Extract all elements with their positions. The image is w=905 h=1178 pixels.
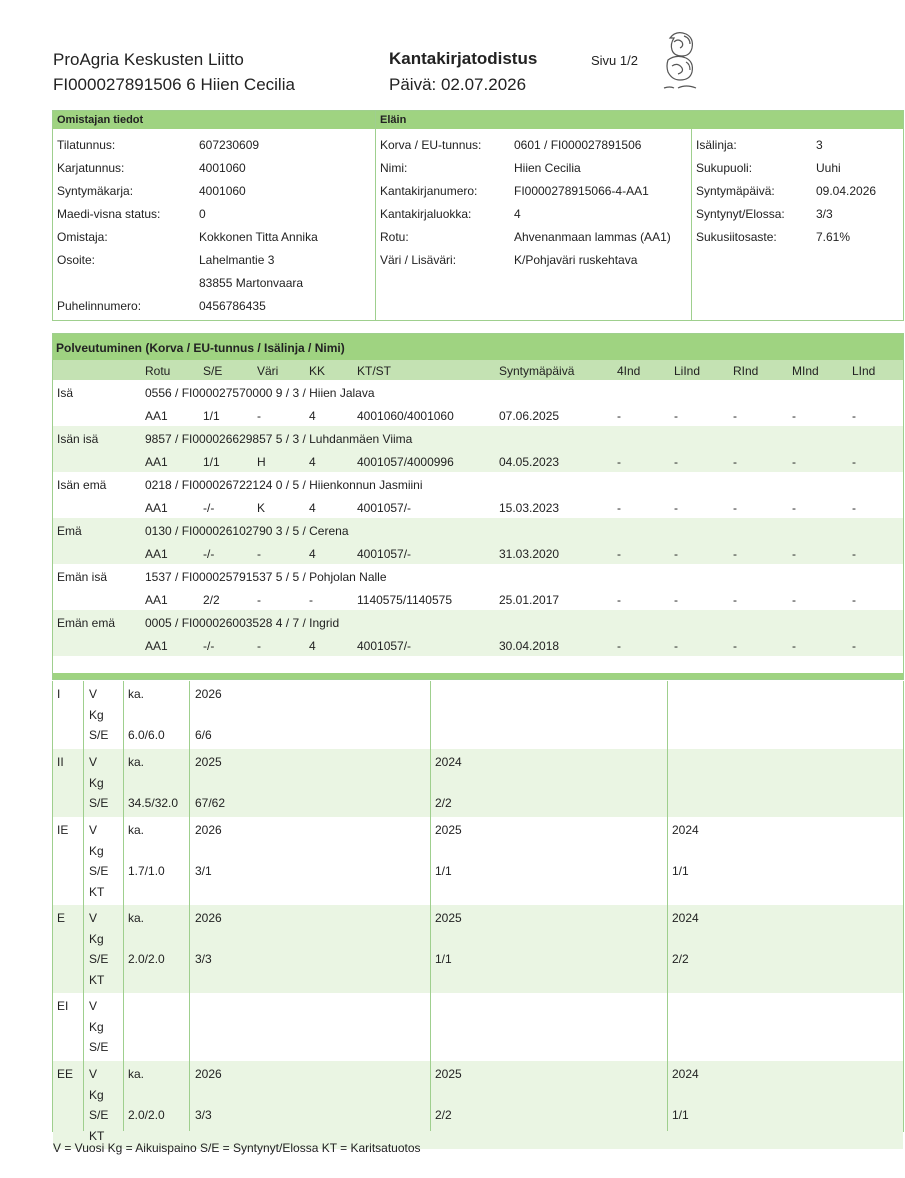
animal-section-title: Eläin [380,114,407,126]
lambing-year: 2024 [672,823,699,837]
lambing-row-label: KT [89,884,105,899]
pedigree-cell: AA1 [145,547,168,561]
lambing-year: 2026 [195,823,222,837]
lambing-year: 2025 [435,1067,462,1081]
owner-value: 83855 Martonvaara [199,276,304,290]
pedigree-column-header [53,360,903,380]
pedigree-cell: AA1 [145,409,168,423]
pedigree-rows [53,380,903,656]
animal-label: Syntymäpäivä: [696,184,775,198]
lambing-group [53,905,903,993]
lambing-average-value: 34.5/32.0 [128,796,179,810]
owner-label: Maedi-visna status: [57,207,161,221]
pedigree-cell: H [257,455,266,469]
lambing-row-label: S/E [89,952,109,966]
animal-label: Sukupuoli: [696,161,753,175]
pedigree-cell: - [733,501,737,515]
pedigree-cell: K [257,501,266,515]
pedigree-cell: AA1 [145,455,168,469]
lambing-row-label: V [89,755,98,769]
animal-value: K/Pohjaväri ruskehtava [514,253,638,267]
animal-id-line: FI000027891506 6 Hiien Cecilia [53,75,295,94]
pedigree-cell: 4 [309,501,316,515]
animal-label: Kantakirjanumero: [380,184,478,198]
lambing-se-value: 1/1 [435,864,452,878]
owner-value: Kokkonen Titta Annika [199,230,318,244]
lambing-year: 2026 [195,1067,222,1081]
animal-label: Isälinja: [696,138,737,152]
pedigree-cell: - [792,455,796,469]
pedigree-cell: 4 [309,639,316,653]
lambing-year: 2024 [672,911,699,925]
lambing-row-label: Kg [89,707,104,722]
column-divider [667,681,668,1131]
column-divider [189,681,190,1131]
lambing-row-label: S/E [89,864,109,878]
pedigree-cell: - [617,593,621,607]
owner-label: Karjatunnus: [57,161,125,175]
lambing-average-value: 2.0/2.0 [128,1108,165,1122]
pedigree-cell: 1/1 [203,455,220,469]
ancestor-relation: Emän emä [57,616,116,630]
animal-value: Uuhi [816,161,841,175]
pedigree-cell: 07.06.2025 [499,409,560,423]
lambing-se-value: 1/1 [672,864,689,878]
info-divider-2 [691,129,692,320]
organization-name: ProAgria Keskusten Liitto [53,50,244,69]
pedigree-cell: - [792,501,796,515]
pedigree-cell: AA1 [145,501,168,515]
lambing-se-value: 2/2 [435,796,452,810]
lambing-average-label: ka. [128,823,145,837]
pedigree-cell: - [674,639,678,653]
pedigree-row [53,426,903,472]
pedigree-cell: 1140575/1140575 [357,593,452,607]
pedigree-cell: 4 [309,455,316,469]
lambing-row-label: S/E [89,1108,109,1122]
pedigree-cell: - [674,547,678,561]
lambing-group-code: E [57,911,66,925]
column-header: LInd [852,364,876,378]
lambing-se-value: 3/3 [195,952,212,966]
column-header: RInd [733,364,759,378]
owner-value: 607230609 [199,138,260,152]
column-divider [123,681,124,1131]
lambing-year: 2024 [435,755,462,769]
lambing-table [52,681,904,1143]
pedigree-cell: - [257,593,261,607]
lambing-se-value: 6/6 [195,728,212,742]
lambing-average-value: 6.0/6.0 [128,728,165,742]
ancestor-relation: Emä [57,524,82,538]
pedigree-cell: - [852,501,856,515]
lambing-group [53,681,903,749]
lambing-row-label: Kg [89,775,104,790]
pedigree-cell: - [852,409,856,423]
pedigree-cell: - [852,593,856,607]
pedigree-row [53,472,903,518]
owner-label: Omistaja: [57,230,108,244]
ancestor-identity: 0005 / FI000026003528 4 / 7 / Ingrid [145,616,340,630]
lambing-group [53,817,903,905]
sheep-logo-icon [656,26,706,96]
ancestor-relation: Isän emä [57,478,107,492]
ancestor-identity: 0130 / FI000026102790 3 / 5 / Cerena [145,524,349,538]
lambing-group [53,749,903,817]
lambing-average-label: ka. [128,687,145,701]
lambing-row-label: V [89,1067,98,1081]
lambing-se-value: 2/2 [435,1108,452,1122]
lambing-se-value: 2/2 [672,952,689,966]
pedigree-cell: - [852,455,856,469]
pedigree-cell: -/- [203,547,215,561]
lambing-row-label: Kg [89,1087,104,1102]
pedigree-cell: 4001060/4001060 [357,409,454,423]
lambing-row-label: S/E [89,728,109,742]
pedigree-cell: - [257,639,261,653]
lambing-row-label: V [89,911,98,925]
pedigree-cell: - [674,501,678,515]
animal-value: 3 [816,138,823,152]
animal-value: Ahvenanmaan lammas (AA1) [514,230,671,244]
pedigree-cell: 30.04.2018 [499,639,560,653]
legend-text: V = Vuosi Kg = Aikuispaino S/E = Syntynyt/Elossa KT = Karitsatuotos [53,1141,421,1155]
lambing-se-value: 1/1 [672,1108,689,1122]
pedigree-cell: - [309,593,313,607]
lambing-se-value: 3/3 [195,1108,212,1122]
lambing-row-label: V [89,823,98,837]
animal-value: 3/3 [816,207,833,221]
ancestor-relation: Isä [57,386,74,400]
pedigree-table [52,333,904,680]
animal-label: Sukusiitosaste: [696,230,777,244]
column-header: Väri [257,364,279,378]
owner-label: Tilatunnus: [57,138,116,152]
animal-value: 4 [514,207,521,221]
pedigree-cell: - [617,501,621,515]
pedigree-cell: - [792,639,796,653]
lambing-year: 2024 [672,1067,699,1081]
pedigree-cell: - [617,639,621,653]
lambing-group-code: EI [57,999,69,1013]
owner-value: 4001060 [199,184,246,198]
lambing-row-label: Kg [89,1019,104,1034]
owner-label: Puhelinnumero: [57,299,142,313]
pedigree-cell: - [257,547,261,561]
document-title: Kantakirjatodistus [389,49,538,68]
animal-label: Kantakirjaluokka: [380,207,472,221]
column-header: S/E [203,364,223,378]
animal-value: FI0000278915066-4-AA1 [514,184,649,198]
column-divider [83,681,84,1131]
pedigree-cell: - [257,409,261,423]
owner-value: 0456786435 [199,299,266,313]
pedigree-cell: - [674,409,678,423]
page-number: Sivu 1/2 [591,53,638,68]
pedigree-cell: - [733,455,737,469]
lambing-se-value: 67/62 [195,796,226,810]
ancestor-identity: 0556 / FI000027570000 9 / 3 / Hiien Jalava [145,386,375,400]
pedigree-title: Polveutuminen (Korva / EU-tunnus / Isälinja / Nimi) [53,334,903,360]
pedigree-cell: 25.01.2017 [499,593,560,607]
lambing-row-label: KT [89,1128,105,1143]
pedigree-cell: 4001057/- [357,501,412,515]
pedigree-cell: 04.05.2023 [499,455,560,469]
pedigree-cell: AA1 [145,593,168,607]
lambing-year: 2026 [195,911,222,925]
pedigree-cell: - [733,639,737,653]
lambing-year: 2025 [435,911,462,925]
ancestor-relation: Emän isä [57,570,108,584]
lambing-row-label: V [89,999,98,1013]
lambing-group-code: II [57,755,64,769]
lambing-row-label: Kg [89,843,104,858]
pedigree-cell: - [674,593,678,607]
pedigree-cell: 4001057/- [357,639,412,653]
lambing-row-label: Kg [89,931,104,946]
pedigree-cell: - [733,593,737,607]
pedigree-row [53,610,903,656]
info-header-bar [53,111,903,129]
animal-label: Syntynyt/Elossa: [696,207,785,221]
ancestor-identity: 0218 / FI000026722124 0 / 5 / Hiienkonnun Jasmiini [145,478,423,492]
animal-label: Korva / EU-tunnus: [380,138,482,152]
pedigree-cell: 1/1 [203,409,220,423]
ancestor-relation: Isän isä [57,432,99,446]
info-box [52,110,904,321]
pedigree-cell: - [792,547,796,561]
pedigree-cell: AA1 [145,639,168,653]
pedigree-cell: - [792,409,796,423]
owner-label: Syntymäkarja: [57,184,134,198]
lambing-se-value: 3/1 [195,864,212,878]
pedigree-cell: - [852,547,856,561]
pedigree-bottom-bar [53,673,903,679]
lambing-row-label: KT [89,972,105,987]
lambing-group [53,1061,903,1149]
pedigree-cell: - [852,639,856,653]
lambing-group [53,993,903,1061]
column-header: Syntymäpäivä [499,364,575,378]
animal-label: Rotu: [380,230,409,244]
owner-value: Lahelmantie 3 [199,253,275,267]
owner-section-title: Omistajan tiedot [57,114,144,126]
lambing-average-label: ka. [128,911,145,925]
column-divider [430,681,431,1131]
pedigree-cell: 4 [309,409,316,423]
animal-value: 09.04.2026 [816,184,877,198]
pedigree-cell: - [617,409,621,423]
column-header: MInd [792,364,819,378]
lambing-row-label: V [89,687,98,701]
pedigree-row [53,564,903,610]
owner-label: Osoite: [57,253,96,267]
pedigree-row [53,380,903,426]
pedigree-cell: - [617,455,621,469]
lambing-row-label: S/E [89,796,109,810]
column-header: KK [309,364,326,378]
lambing-average-value: 2.0/2.0 [128,952,165,966]
pedigree-cell: 15.03.2023 [499,501,560,515]
pedigree-cell: - [733,547,737,561]
animal-value: Hiien Cecilia [514,161,581,175]
lambing-average-value: 1.7/1.0 [128,864,165,878]
lambing-row-label: S/E [89,1040,109,1054]
lambing-year: 2025 [435,823,462,837]
document-date: Päivä: 02.07.2026 [389,75,527,94]
lambing-group-code: I [57,687,61,701]
info-divider [375,111,376,320]
column-header: LiInd [674,364,701,378]
lambing-average-label: ka. [128,1067,145,1081]
column-header: Rotu [145,364,171,378]
lambing-se-value: 1/1 [435,952,452,966]
ancestor-identity: 1537 / FI000025791537 5 / 5 / Pohjolan Nalle [145,570,387,584]
pedigree-row [53,518,903,564]
animal-label: Väri / Lisäväri: [380,253,457,267]
lambing-group-code: EE [57,1067,74,1081]
lambing-group-code: IE [57,823,69,837]
pedigree-cell: -/- [203,639,215,653]
lambing-average-label: ka. [128,755,145,769]
lambing-year: 2026 [195,687,222,701]
animal-value: 7.61% [816,230,851,244]
pedigree-cell: -/- [203,501,215,515]
pedigree-cell: 31.03.2020 [499,547,560,561]
owner-value: 0 [199,207,206,221]
animal-value: 0601 / FI000027891506 [514,138,642,152]
column-header: 4Ind [617,364,641,378]
column-header: KT/ST [357,364,392,378]
animal-label: Nimi: [380,161,408,175]
pedigree-cell: 2/2 [203,593,220,607]
pedigree-cell: - [617,547,621,561]
ancestor-identity: 9857 / FI000026629857 5 / 3 / Luhdanmäen Viima [145,432,413,446]
pedigree-cell: 4001057/4000996 [357,455,454,469]
pedigree-cell: 4001057/- [357,547,412,561]
pedigree-cell: - [674,455,678,469]
pedigree-cell: - [792,593,796,607]
owner-value: 4001060 [199,161,246,175]
pedigree-cell: - [733,409,737,423]
lambing-year: 2025 [195,755,222,769]
pedigree-cell: 4 [309,547,316,561]
